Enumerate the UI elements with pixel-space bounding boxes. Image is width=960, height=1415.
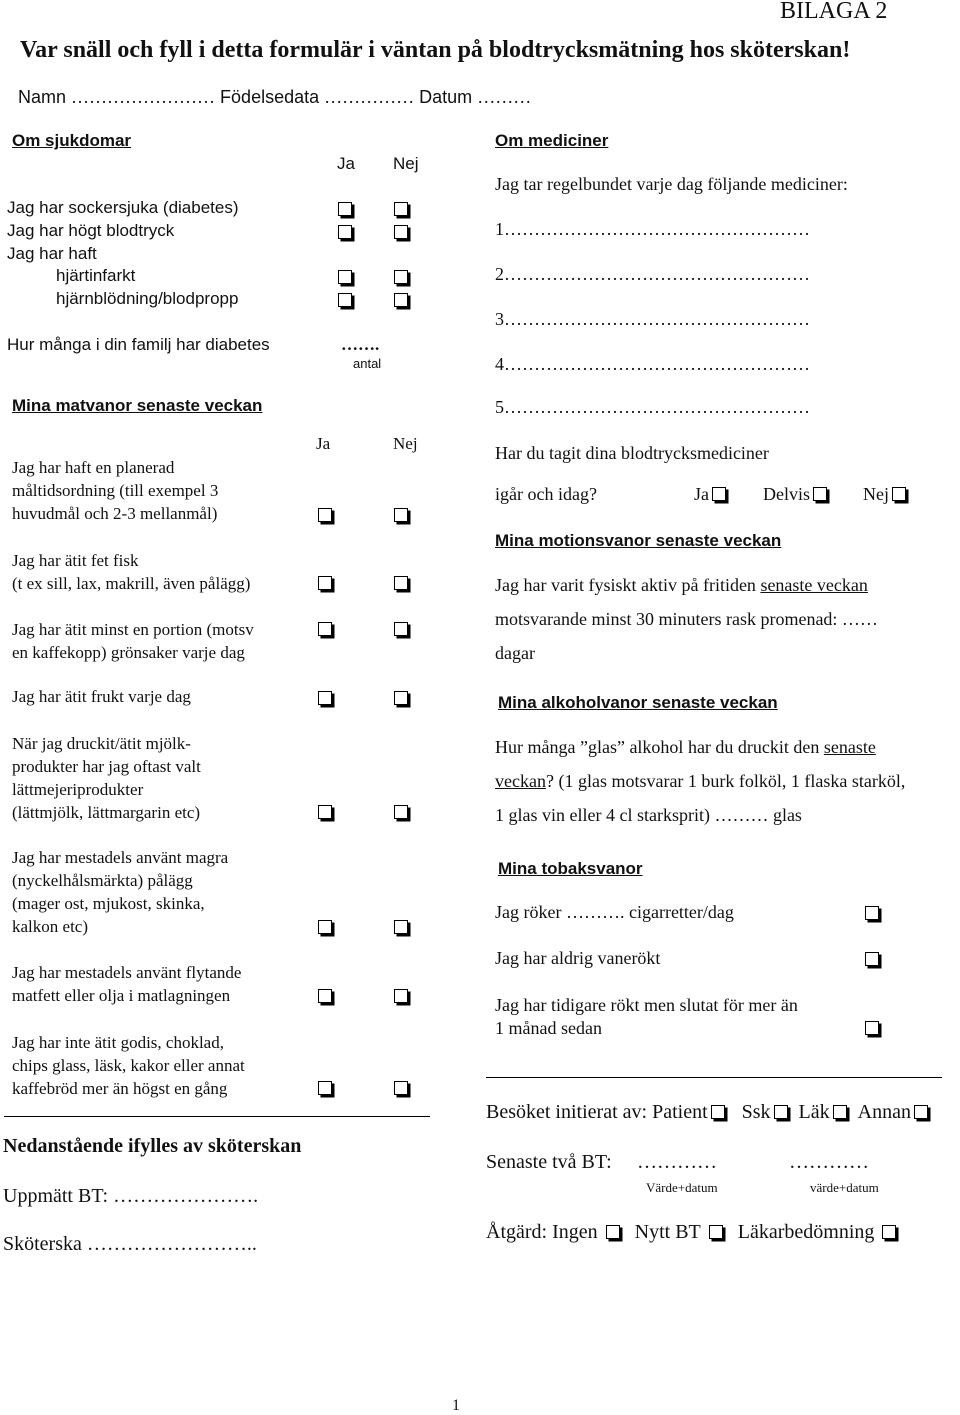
former-smoker-line: 1 månad sedan	[495, 1018, 602, 1038]
measured-bp-field[interactable]: ………………….	[113, 1185, 259, 1207]
name-label: Namn	[18, 87, 67, 107]
date-field[interactable]: ………	[477, 87, 532, 107]
nurse-label: Sköterska	[3, 1233, 82, 1255]
diet-q6-label	[12, 846, 228, 938]
visit-other-label: Annan	[857, 1101, 911, 1123]
diet-q8-yes-checkbox[interactable]	[318, 1081, 332, 1095]
action-doctor-checkbox[interactable]	[882, 1225, 896, 1239]
bp-meds-no-label: Nej	[863, 484, 889, 504]
diet-q5-no-checkbox[interactable]	[394, 805, 408, 819]
family-diabetes-field[interactable]: …….	[341, 335, 380, 354]
birth-field[interactable]: ……………	[324, 87, 415, 107]
nurse-heading: Nedanstående ifylles av sköterskan	[3, 1135, 302, 1157]
diet-q2-no-checkbox[interactable]	[394, 576, 408, 590]
bp-meds-yes-checkbox[interactable]	[712, 487, 726, 501]
former-smoker-line: Jag har tidigare rökt men slutat för mer än	[495, 995, 798, 1015]
last-bp-field-1[interactable]: …………	[637, 1151, 717, 1173]
bp-meds-partly-checkbox[interactable]	[813, 487, 827, 501]
medicine-line-3[interactable]: 3……………………………………………	[495, 309, 810, 329]
medicines-intro: Jag tar regelbundet varje dag följande mediciner:	[495, 174, 848, 194]
diet-q7-yes-checkbox[interactable]	[318, 989, 332, 1003]
diet-q7-line: matfett eller olja i matlagningen	[12, 986, 231, 1005]
medicines-heading: Om mediciner	[495, 131, 609, 150]
diabetes-label: Jag har sockersjuka (diabetes)	[7, 198, 239, 217]
visit-ssk-checkbox[interactable]	[774, 1105, 788, 1119]
action-label: Åtgärd:	[486, 1221, 548, 1243]
heart-attack-label: hjärtinfarkt	[56, 266, 136, 285]
page-title: Var snäll och fyll i detta formulär i väntan på blodtrycksmätning hos sköterskan!	[20, 37, 851, 63]
visit-ssk-option[interactable]	[742, 1101, 788, 1123]
alcohol-line-1-underlined: senaste	[823, 737, 876, 757]
diet-q8-no-checkbox[interactable]	[394, 1081, 408, 1095]
last-bp-caption-2: värde+datum	[810, 1180, 879, 1195]
bp-meds-yes-label: Ja	[694, 484, 709, 504]
visit-other-checkbox[interactable]	[914, 1105, 928, 1119]
diet-q3-line: Jag har ätit minst en portion (motsv	[12, 620, 254, 639]
bp-meds-question-2: igår och idag?	[495, 484, 597, 504]
action-doctor-option[interactable]	[738, 1221, 897, 1243]
action-new-bp-option[interactable]	[635, 1221, 723, 1243]
diet-q7-line: Jag har mestadels använt flytande	[12, 963, 242, 982]
family-diabetes-question: Hur många i din familj har diabetes	[7, 335, 270, 354]
diet-q5-line: (lättmjölk, lättmargarin etc)	[12, 803, 201, 822]
action-new-bp-checkbox[interactable]	[709, 1225, 723, 1239]
bp-meds-no-checkbox[interactable]	[892, 487, 906, 501]
exercise-line-1-text: Jag har varit fysiskt aktiv på fritiden	[495, 575, 761, 595]
header-fields-row	[18, 87, 531, 108]
hypertension-yes-checkbox[interactable]	[338, 225, 352, 239]
action-none-label: Ingen	[552, 1221, 598, 1243]
diet-q4-no-checkbox[interactable]	[394, 691, 408, 705]
diet-q1-line: huvudmål och 2-3 mellanmål)	[12, 504, 218, 523]
diet-q7-label	[12, 961, 241, 1007]
page-number: 1	[452, 1397, 460, 1414]
diet-heading: Mina matvanor senaste veckan	[12, 396, 263, 415]
diet-q7-no-checkbox[interactable]	[394, 989, 408, 1003]
bp-meds-no-option[interactable]	[863, 484, 906, 505]
diet-q6-line: kalkon etc)	[12, 917, 88, 936]
diet-q2-label	[12, 549, 250, 595]
measured-bp-label: Uppmätt BT:	[3, 1185, 109, 1207]
had-label: Jag har haft	[7, 244, 97, 263]
exercise-line-1	[495, 575, 868, 596]
former-smoker-checkbox[interactable]	[865, 1021, 879, 1035]
alcohol-line-2-underlined: veckan	[495, 771, 546, 791]
diet-q1-line: måltidsordning (till exempel 3	[12, 481, 219, 500]
bp-meds-partly-option[interactable]	[763, 484, 827, 505]
diet-q3-label	[12, 618, 254, 664]
former-smoker-label	[495, 994, 798, 1040]
stroke-yes-checkbox[interactable]	[338, 293, 352, 307]
visit-patient-checkbox[interactable]	[711, 1105, 725, 1119]
last-bp-label: Senaste två BT:	[486, 1151, 612, 1173]
stroke-no-checkbox[interactable]	[394, 293, 408, 307]
family-diabetes-unit: antal	[353, 356, 382, 371]
action-row	[486, 1221, 896, 1244]
diet-q6-line: (mager ost, mjukost, skinka,	[12, 894, 205, 913]
bp-meds-partly-label: Delvis	[763, 484, 810, 504]
measured-bp-row	[3, 1185, 258, 1208]
divider-left	[4, 1116, 430, 1117]
diet-q5-label	[12, 732, 201, 824]
smoker-checkbox[interactable]	[865, 906, 879, 920]
never-smoked-label: Jag har aldrig vanerökt	[495, 948, 661, 968]
diabetes-yes-checkbox[interactable]	[338, 202, 352, 216]
diet-col-no: Nej	[393, 434, 418, 453]
alcohol-line-2	[495, 771, 905, 792]
smoker-label: Jag röker ………. cigarretter/dag	[495, 902, 734, 922]
exercise-line-3: dagar	[495, 643, 535, 663]
diet-q8-label	[12, 1031, 245, 1100]
illness-col-yes: Ja	[337, 154, 355, 173]
bp-meds-yes-option[interactable]	[694, 484, 726, 505]
medicine-line-5[interactable]: 5……………………………………………	[495, 397, 810, 417]
diet-q1-yes-checkbox[interactable]	[318, 508, 332, 522]
alcohol-heading: Mina alkoholvanor senaste veckan	[498, 693, 778, 712]
never-smoked-checkbox[interactable]	[865, 952, 879, 966]
action-none-option[interactable]	[552, 1221, 620, 1243]
diet-q8-line: Jag har inte ätit godis, choklad,	[12, 1033, 224, 1052]
diet-q8-line: kaffebröd mer än högst en gång	[12, 1079, 228, 1098]
diet-q5-yes-checkbox[interactable]	[318, 805, 332, 819]
medicine-line-4[interactable]: 4……………………………………………	[495, 354, 810, 374]
visit-lak-option[interactable]	[799, 1101, 847, 1123]
medicine-line-2[interactable]: 2……………………………………………	[495, 264, 810, 284]
hypertension-no-checkbox[interactable]	[394, 225, 408, 239]
alcohol-line-1-text: Hur många ”glas” alkohol har du druckit den	[495, 737, 824, 757]
diet-col-yes: Ja	[316, 434, 331, 453]
alcohol-line-2-text: ? (1 glas motsvarar 1 burk folköl, 1 flaska starköl,	[545, 771, 906, 791]
alcohol-line-3[interactable]: 1 glas vin eller 4 cl starksprit) ……… glas	[495, 805, 802, 825]
visit-initiated-label: Besöket initierat av:	[486, 1101, 648, 1123]
alcohol-line-1	[495, 737, 876, 758]
diet-q8-line: chips glass, läsk, kakor eller annat	[12, 1056, 245, 1075]
stroke-label: hjärnblödning/blodpropp	[56, 289, 239, 308]
diet-q6-no-checkbox[interactable]	[394, 920, 408, 934]
diet-q1-no-checkbox[interactable]	[394, 508, 408, 522]
visit-patient-label: Patient	[652, 1101, 708, 1123]
date-label: Datum	[419, 87, 473, 107]
diet-q6-line: (nyckelhålsmärkta) pålägg	[12, 871, 193, 890]
diet-q6-yes-checkbox[interactable]	[318, 920, 332, 934]
tobacco-heading: Mina tobaksvanor	[498, 859, 643, 878]
diet-q5-line: När jag druckit/ätit mjölk-	[12, 734, 191, 753]
medicine-line-1[interactable]: 1……………………………………………	[495, 219, 810, 239]
action-none-checkbox[interactable]	[606, 1225, 620, 1239]
illness-heading: Om sjukdomar	[12, 131, 132, 150]
diet-q2-line: (t ex sill, lax, makrill, även pålägg)	[12, 574, 251, 593]
diet-q3-no-checkbox[interactable]	[394, 622, 408, 636]
visit-other-option[interactable]	[858, 1101, 928, 1123]
visit-patient-option[interactable]	[652, 1101, 725, 1123]
diet-q2-line: Jag har ätit fet fisk	[12, 551, 139, 570]
exercise-line-1-underlined: senaste veckan	[760, 575, 868, 595]
action-new-bp-label: Nytt BT	[634, 1221, 701, 1243]
birth-label: Födelsedata	[220, 87, 320, 107]
name-field[interactable]: ……………………	[71, 87, 216, 107]
hypertension-label: Jag har högt blodtryck	[7, 221, 175, 240]
diet-q1-line: Jag har haft en planerad	[12, 458, 175, 477]
diet-q3-line: en kaffekopp) grönsaker varje dag	[12, 643, 245, 662]
nurse-field[interactable]: ……………………..	[86, 1233, 257, 1255]
heart-attack-yes-checkbox[interactable]	[338, 270, 352, 284]
last-bp-caption-1: Värde+datum	[646, 1180, 718, 1195]
visit-ssk-label: Ssk	[741, 1101, 771, 1123]
last-bp-field-2[interactable]: …………	[789, 1151, 869, 1173]
exercise-heading: Mina motionsvanor senaste veckan	[495, 531, 782, 550]
illness-col-no: Nej	[393, 154, 419, 173]
diet-q6-line: Jag har mestadels använt magra	[12, 848, 229, 867]
diet-q1-label	[12, 456, 218, 525]
diet-q5-line: produkter har jag oftast valt	[12, 757, 201, 776]
visit-initiated-row	[486, 1101, 928, 1124]
diabetes-no-checkbox[interactable]	[394, 202, 408, 216]
nurse-name-row	[3, 1233, 257, 1256]
diet-q3-yes-checkbox[interactable]	[318, 622, 332, 636]
appendix-label: BILAGA 2	[780, 0, 888, 24]
diet-q2-yes-checkbox[interactable]	[318, 576, 332, 590]
exercise-line-2[interactable]: motsvarande minst 30 minuters rask promenad: ……	[495, 609, 878, 629]
action-doctor-label: Läkarbedömning	[737, 1221, 875, 1243]
divider-right	[486, 1077, 942, 1078]
diet-q4-label: Jag har ätit frukt varje dag	[12, 687, 191, 706]
diet-q4-yes-checkbox[interactable]	[318, 691, 332, 705]
bp-meds-question: Har du tagit dina blodtrycksmediciner	[495, 443, 769, 463]
visit-lak-label: Läk	[798, 1101, 830, 1123]
visit-lak-checkbox[interactable]	[833, 1105, 847, 1119]
diet-q5-line: lättmejeriprodukter	[12, 780, 144, 799]
heart-attack-no-checkbox[interactable]	[394, 270, 408, 284]
